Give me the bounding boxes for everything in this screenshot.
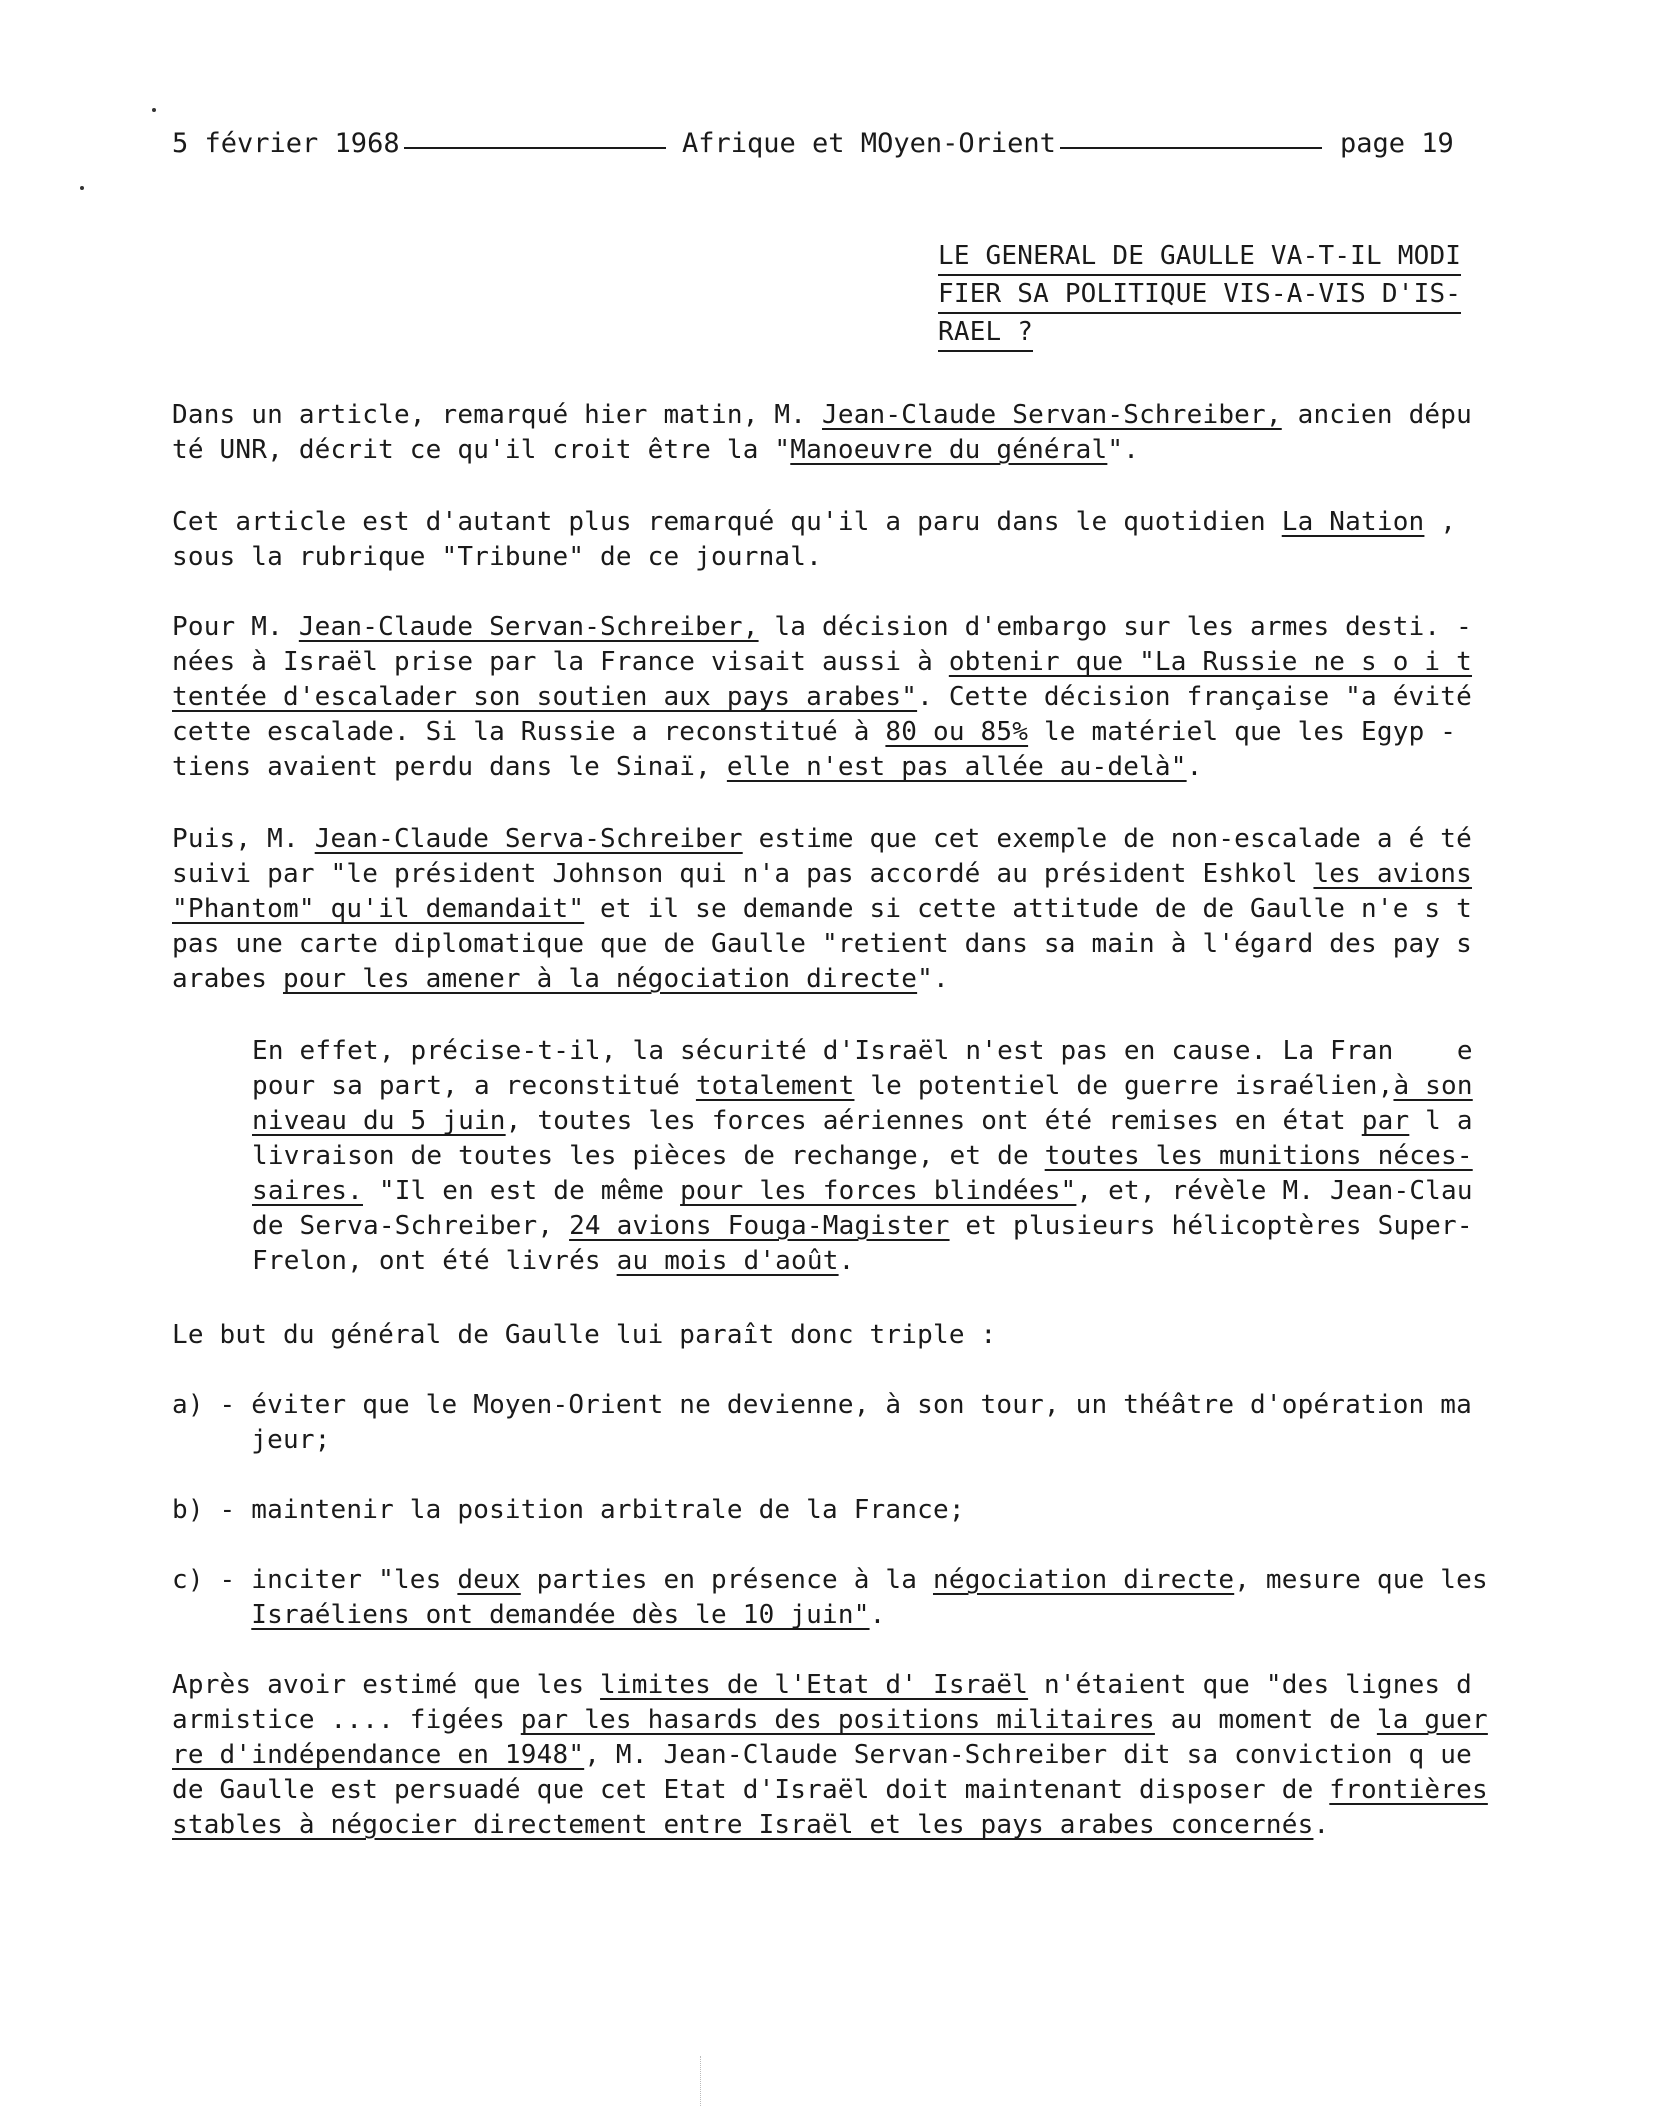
title-line: FIER SA POLITIQUE VIS-A-VIS D'IS- <box>938 276 1461 314</box>
underlined-phrase: négociation directe <box>932 1565 1235 1595</box>
text-line: a) - éviter que le Moyen-Orient ne devienne, à son tour, un théâtre d'opération ma <box>172 1390 1472 1420</box>
text-line: Frelon, ont été livrés au mois d'août. <box>252 1246 855 1276</box>
underlined-phrase: "Phantom" qu'il demandait" <box>172 894 585 924</box>
underlined-phrase: niveau du 5 juin <box>252 1106 506 1136</box>
underlined-phrase: obtenir que "La Russie ne s o i t <box>948 647 1472 677</box>
text-line: b) - maintenir la position arbitrale de la France; <box>172 1495 965 1525</box>
paragraph-3 <box>172 610 1472 785</box>
text-line: armistice .... figées par les hasards des positions militaires au moment de la guer <box>172 1705 1488 1735</box>
text-line: tentée d'escalader son soutien aux pays arabes". Cette décision française "a évité <box>172 682 1472 712</box>
list-item-c <box>172 1563 1488 1633</box>
underlined-phrase: toutes les munitions néces- <box>1044 1141 1473 1171</box>
underlined-phrase: 24 avions Fouga-Magister <box>569 1211 950 1241</box>
paragraph-4 <box>172 822 1472 997</box>
underlined-phrase: La Nation <box>1281 507 1425 537</box>
text-line: Pour M. Jean-Claude Servan-Schreiber, la décision d'embargo sur les armes desti. - <box>172 612 1472 642</box>
page-header <box>172 128 1472 164</box>
underlined-phrase: Manoeuvre du général <box>790 435 1108 465</box>
underlined-phrase: à son <box>1393 1071 1473 1101</box>
text-line: pas une carte diplomatique que de Gaulle "retient dans sa main à l'égard des pay s <box>172 929 1472 959</box>
indented-quote <box>252 1034 1472 1279</box>
text-line: saires. "Il en est de même pour les forces blindées", et, révèle M. Jean-Clau <box>252 1176 1473 1206</box>
triple-intro-text: Le but du général de Gaulle lui paraît donc triple : <box>172 1320 997 1350</box>
text-line: c) - inciter "les deux parties en présence à la négociation directe, mesure que les <box>172 1565 1488 1595</box>
text-line: Dans un article, remarqué hier matin, M. Jean-Claude Servan-Schreiber, ancien dépu <box>172 400 1472 430</box>
header-date: 5 février 1968 <box>172 128 400 159</box>
underlined-phrase: au mois d'août <box>616 1246 839 1276</box>
text-line: nées à Israël prise par la France visait aussi à obtenir que "La Russie ne s o i t <box>172 647 1472 677</box>
underlined-phrase: saires. <box>252 1176 363 1206</box>
underlined-phrase: elle n'est pas allée au-delà" <box>726 752 1187 782</box>
header-rule-left <box>404 147 666 149</box>
text-line: livraison de toutes les pièces de rechange, et de toutes les munitions néces- <box>252 1141 1473 1171</box>
scan-fold-mark <box>700 2056 709 2106</box>
underlined-phrase: tentée d'escalader son soutien aux pays arabes" <box>172 682 918 712</box>
title-line: RAEL ? <box>938 314 1033 352</box>
list-item-b <box>172 1493 1472 1528</box>
text-line: re d'indépendance en 1948", M. Jean-Claude Servan-Schreiber dit sa conviction q ue <box>172 1740 1472 1770</box>
text-line: pour sa part, a reconstitué totalement le potentiel de guerre israélien,à son <box>252 1071 1473 1101</box>
text-line: cette escalade. Si la Russie a reconstitué à 80 ou 85% le matériel que les Egyp - <box>172 717 1457 747</box>
text-line: Après avoir estimé que les limites de l'Etat d' Israël n'étaient que "des lignes d <box>172 1670 1472 1700</box>
text-line: sous la rubrique "Tribune" de ce journal. <box>172 542 822 572</box>
underlined-phrase: stables à négocier directement entre Israël et les pays arabes concernés <box>172 1810 1314 1840</box>
underlined-phrase: re d'indépendance en 1948" <box>172 1740 585 1770</box>
text-line: niveau du 5 juin, toutes les forces aériennes ont été remises en état par l a <box>252 1106 1473 1136</box>
underlined-phrase: deux <box>457 1565 521 1595</box>
text-line: Israéliens ont demandée dès le 10 juin". <box>251 1600 886 1630</box>
underlined-phrase: par <box>1361 1106 1410 1136</box>
scan-speck <box>152 108 156 112</box>
text-line: de Serva-Schreiber, 24 avions Fouga-Magister et plusieurs hélicoptères Super- <box>252 1211 1473 1241</box>
text-line: stables à négocier directement entre Israël et les pays arabes concernés. <box>172 1810 1330 1840</box>
text-line: de Gaulle est persuadé que cet Etat d'Israël doit maintenant disposer de frontières <box>172 1775 1488 1805</box>
text-line: Puis, M. Jean-Claude Serva-Schreiber estime que cet exemple de non-escalade a é té <box>172 824 1472 854</box>
scan-speck <box>80 186 84 190</box>
underlined-phrase: limites de l'Etat d' Israël <box>600 1670 1029 1700</box>
underlined-phrase: pour les amener à la négociation directe <box>282 964 918 994</box>
underlined-phrase: totalement <box>695 1071 855 1101</box>
text-line: "Phantom" qu'il demandait" et il se demande si cette attitude de de Gaulle n'e s t <box>172 894 1472 924</box>
header-page-number: page 19 <box>1340 128 1454 159</box>
underlined-phrase: pour les forces blindées" <box>680 1176 1077 1206</box>
article-title <box>938 238 1478 352</box>
text-line: Cet article est d'autant plus remarqué qu'il a paru dans le quotidien La Nation , <box>172 507 1457 537</box>
final-paragraph <box>172 1668 1488 1843</box>
header-publication: Afrique et MOyen-Orient <box>682 128 1056 159</box>
underlined-phrase: Jean-Claude Servan-Schreiber, <box>822 400 1282 430</box>
underlined-phrase: Israéliens ont demandée dès le 10 juin" <box>251 1600 870 1630</box>
underlined-phrase: frontières <box>1329 1775 1488 1805</box>
underlined-phrase: la guer <box>1376 1705 1488 1735</box>
text-line: En effet, précise-t-il, la sécurité d'Israël n'est pas en cause. La Fran e <box>252 1036 1473 1066</box>
text-line: jeur; <box>172 1425 331 1455</box>
underlined-phrase: Jean-Claude Serva-Schreiber <box>314 824 743 854</box>
header-rule-right <box>1060 147 1322 149</box>
triple-intro <box>172 1318 1472 1353</box>
title-line: LE GENERAL DE GAULLE VA-T-IL MODI <box>938 238 1461 276</box>
underlined-phrase: Jean-Claude Servan-Schreiber, <box>298 612 759 642</box>
underlined-phrase: par les hasards des positions militaires <box>520 1705 1155 1735</box>
text-line: arabes pour les amener à la négociation directe". <box>172 964 949 994</box>
text-line: té UNR, décrit ce qu'il croit être la "Manoeuvre du général". <box>172 435 1140 465</box>
paragraph-1 <box>172 398 1472 468</box>
text-line: tiens avaient perdu dans le Sinaï, elle n'est pas allée au-delà". <box>172 752 1203 782</box>
underlined-phrase: les avions <box>1313 859 1472 889</box>
paragraph-2 <box>172 505 1472 575</box>
underlined-phrase: 80 ou 85% <box>885 717 1029 747</box>
list-item-a <box>172 1388 1472 1458</box>
text-line: suivi par "le président Johnson qui n'a pas accordé au président Eshkol les avions <box>172 859 1472 889</box>
